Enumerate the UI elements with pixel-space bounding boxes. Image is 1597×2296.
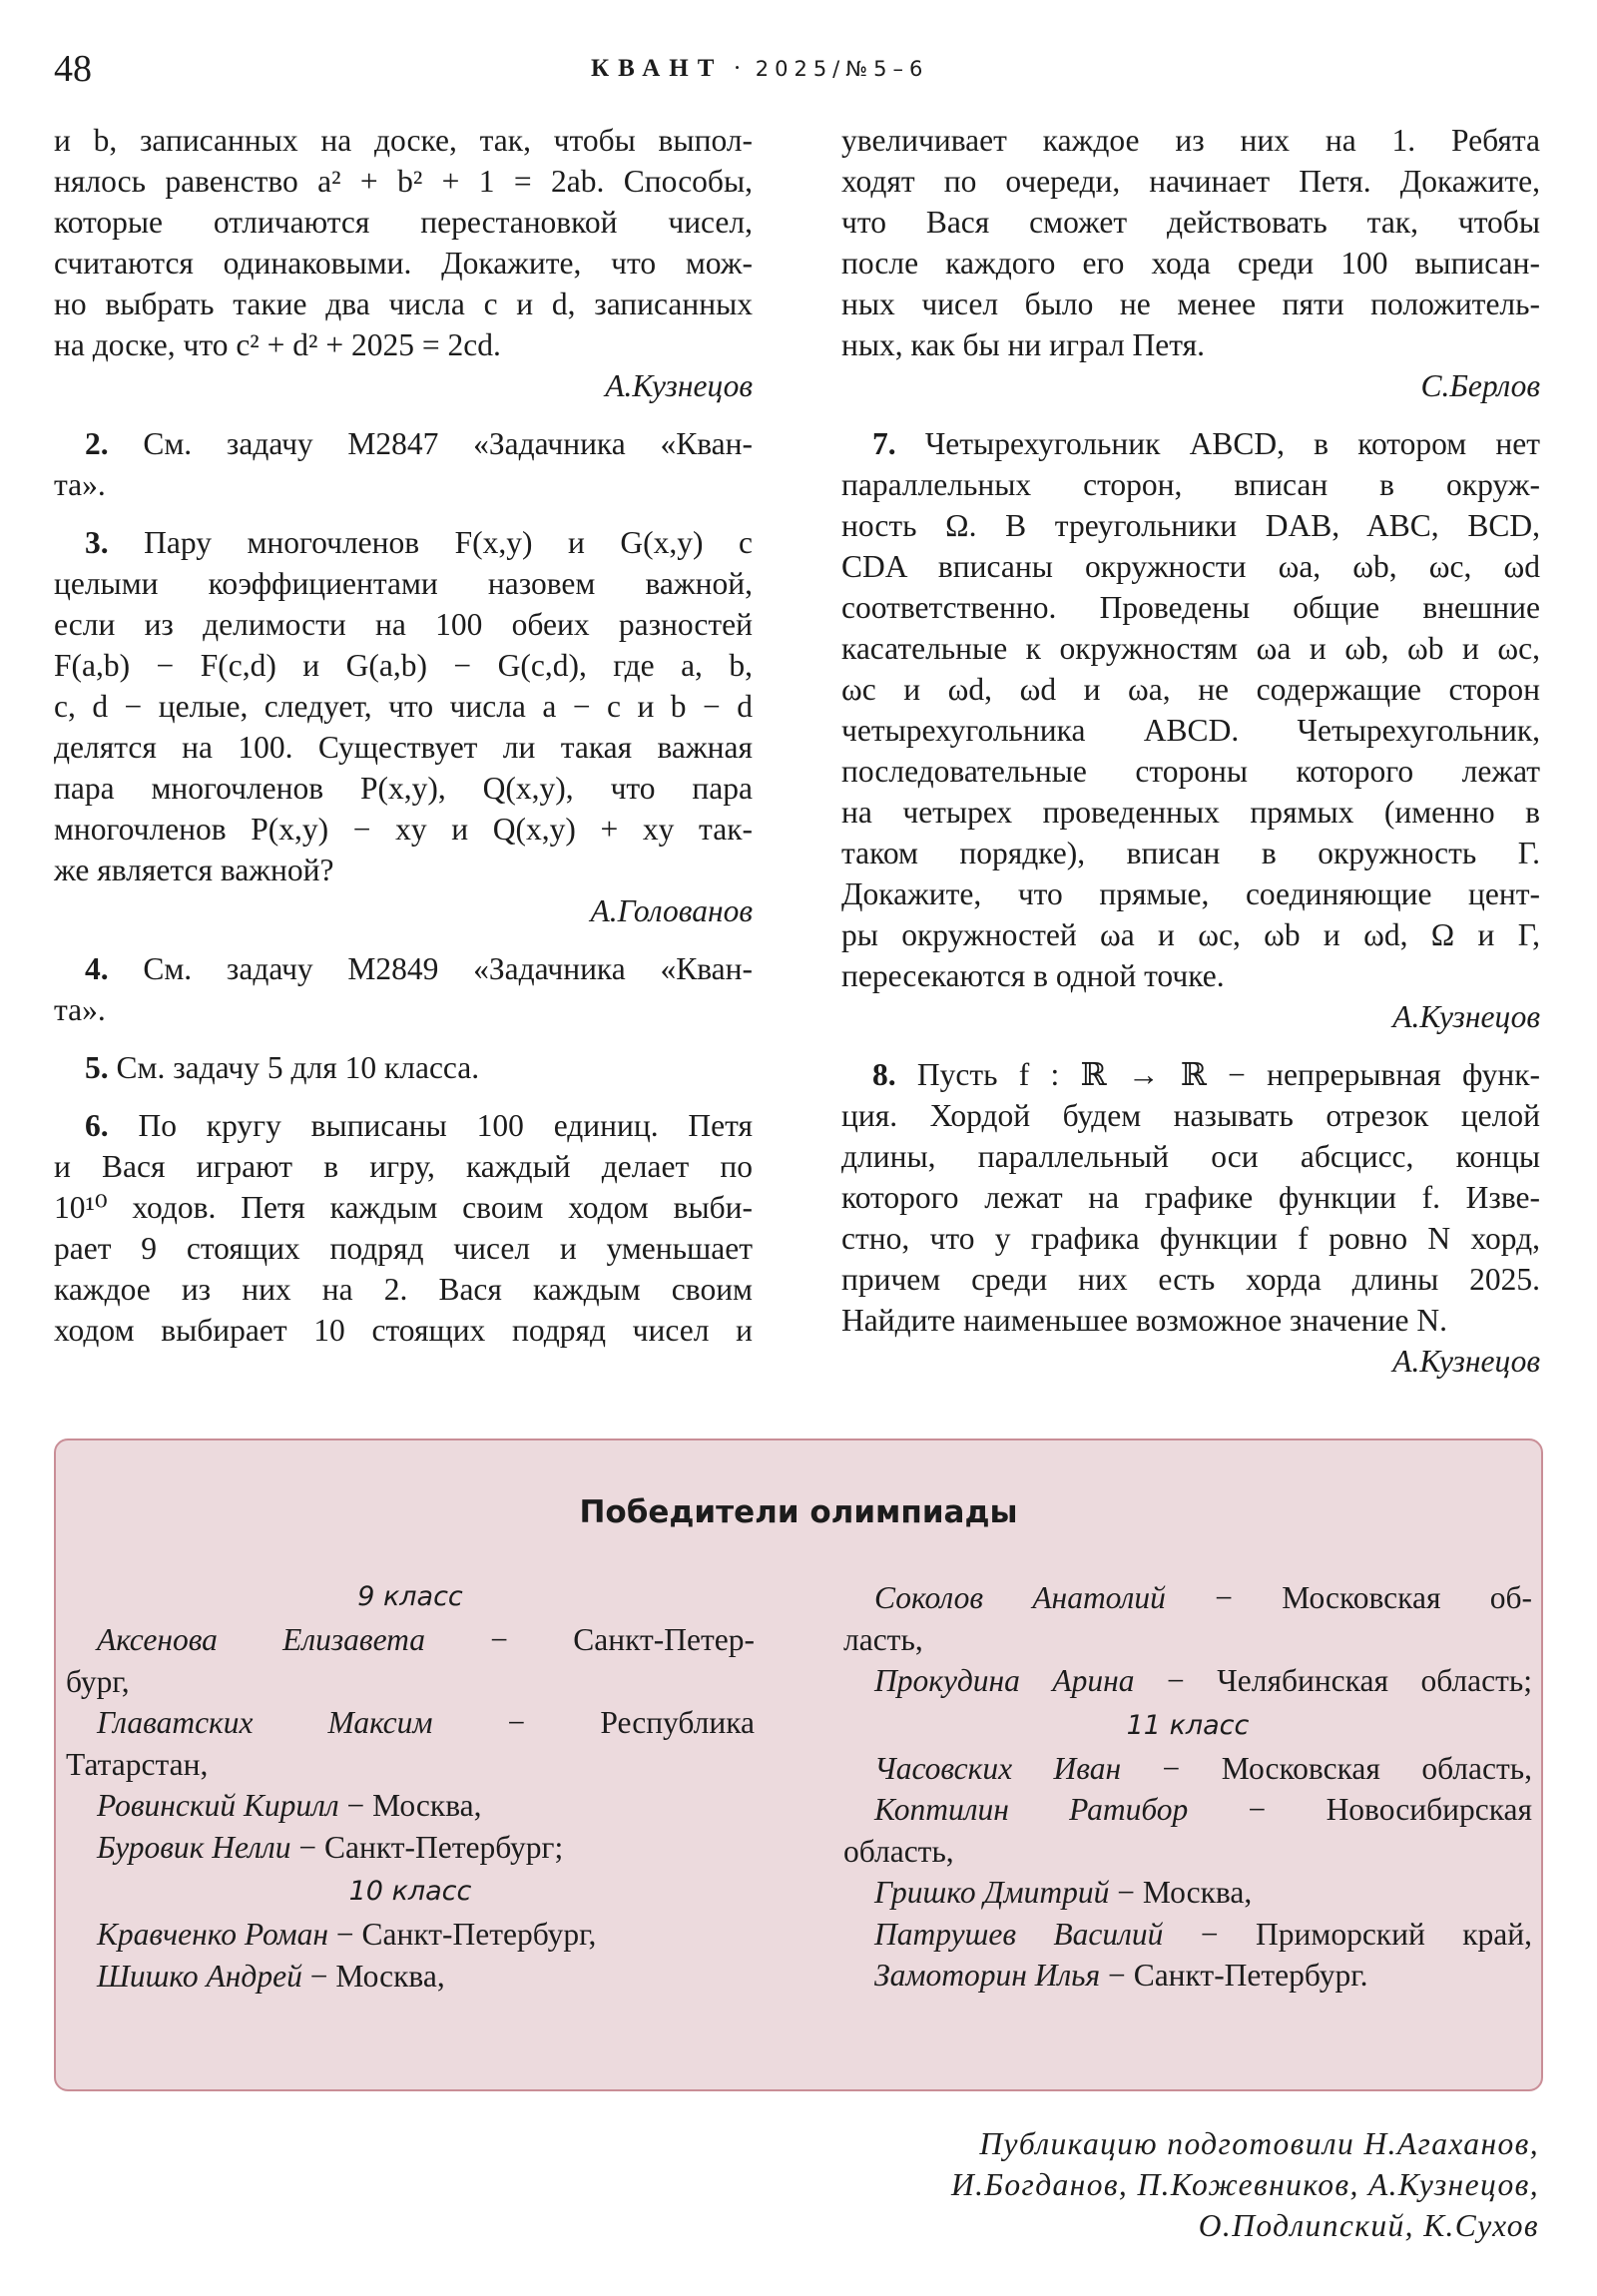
header-separator: · xyxy=(733,55,746,82)
text-line: если из делимости на 100 обеих разностей xyxy=(54,607,753,642)
problem-7 xyxy=(841,423,1540,996)
page-header xyxy=(0,44,1597,94)
grade-heading-9: 9 класс xyxy=(357,1581,463,1612)
text-line: касательные к окружностям ωa и ωb, ωb и ωc, xyxy=(841,631,1540,666)
text-line: но выбрать такие два числа c и d, записанных xyxy=(54,287,753,321)
winner-entry: Часовских Иван − Московская область, xyxy=(874,1750,1532,1786)
problem-number: 5. xyxy=(85,1050,109,1085)
problem-1-continuation xyxy=(54,120,753,365)
text-line: рает 9 стоящих подряд чисел и уменьшает xyxy=(54,1231,753,1266)
problem-number: 6. xyxy=(85,1108,109,1143)
winner-entry: Прокудина Арина − Челябинская область; xyxy=(874,1663,1533,1698)
text-line: параллельных сторон, вписан в окруж- xyxy=(841,467,1540,502)
credits-line: И.Богданов, П.Кожевников, А.Кузнецов, xyxy=(950,2167,1539,2202)
text-line: 8. Пусть f : ℝ → ℝ − непрерывная функ- xyxy=(872,1057,1541,1092)
text-line: каждое из них на 2. Вася каждым своим xyxy=(54,1272,753,1307)
text-line: на доске, что c² + d² + 2025 = 2cd. xyxy=(54,327,501,362)
problem-number: 8. xyxy=(872,1057,896,1092)
text-line: 7. Четырехугольник ABCD, в котором нет xyxy=(872,426,1541,461)
text-line: соответственно. Проведены общие внешние xyxy=(841,590,1540,625)
text-line: ных, как бы ни играл Петя. xyxy=(841,327,1205,362)
text-line: причем среди них есть хорда длины 2025. xyxy=(841,1262,1540,1297)
problem-number: 2. xyxy=(85,426,109,461)
text-line: стно, что у графика функции f ровно N хорд, xyxy=(841,1221,1540,1256)
problem-6 xyxy=(54,1105,753,1351)
text-line: c, d − целые, следует, что числа a − c и b − d xyxy=(54,689,753,724)
grade-heading-11: 11 класс xyxy=(1126,1709,1250,1741)
winner-entry: Кравченко Роман − Санкт-Петербург, xyxy=(97,1917,597,1952)
running-head xyxy=(591,46,928,92)
text-line: которые отличаются перестановкой чисел, xyxy=(54,205,753,240)
text-line: которого лежат на графике функции f. Изве- xyxy=(841,1180,1540,1215)
winners-left-column xyxy=(66,1573,755,1997)
winner-entry-cont: ласть, xyxy=(843,1621,923,1657)
text-line: целыми коэффициентами назовем важной, xyxy=(54,566,753,601)
text-line: считаются одинаковыми. Докажите, что мож- xyxy=(54,246,753,281)
magazine-title: КВАНТ xyxy=(591,55,724,82)
winner-entry-cont: область, xyxy=(843,1833,954,1869)
problem-author: А.Кузнецов xyxy=(605,368,753,403)
text-line: CDA вписаны окружности ωa, ωb, ωc, ωd xyxy=(841,549,1540,584)
text-line: длины, параллельный оси абсцисс, концы xyxy=(841,1139,1540,1174)
winner-entry: Коптилин Ратибор − Новосибирская xyxy=(874,1792,1533,1827)
text-line: последовательные стороны которого лежат xyxy=(841,754,1540,789)
text-line: нялось равенство a² + b² + 1 = 2ab. Способы, xyxy=(54,164,753,199)
winner-entry: Патрушев Василий − Приморский край, xyxy=(874,1916,1533,1952)
text-line: же является важной? xyxy=(54,853,334,887)
problem-author: А.Кузнецов xyxy=(1392,999,1540,1034)
winner-entry: Шишко Андрей − Москва, xyxy=(97,1958,445,1994)
text-line: 3. Пару многочленов F(x,y) и G(x,y) с xyxy=(85,525,754,560)
winner-entry: Главатских Максим − Республика xyxy=(97,1705,756,1740)
text-line: ωc и ωd, ωd и ωa, не содержащие сторон xyxy=(841,672,1540,707)
winner-entry: Замоторин Илья − Санкт-Петербург. xyxy=(874,1958,1368,1993)
text-line: ность Ω. В треугольники DAB, ABC, BCD, xyxy=(841,508,1540,543)
problem-author: С.Берлов xyxy=(1420,368,1540,403)
text-line: та». xyxy=(54,992,106,1027)
winner-entry: Ровинский Кирилл − Москва, xyxy=(97,1788,482,1823)
problem-4 xyxy=(54,948,753,1030)
page-number: 48 xyxy=(54,48,92,90)
problem-number: 4. xyxy=(85,951,109,986)
text-line: пересекаются в одной точке. xyxy=(841,958,1225,993)
text-line: на четырех проведенных прямых (именно в xyxy=(841,795,1540,830)
credits-line: О.Подлипский, К.Сухов xyxy=(1198,2208,1539,2243)
winner-entry: Аксенова Елизавета − Санкт-Петер- xyxy=(97,1622,755,1657)
text-line: и Вася играют в игру, каждый делает по xyxy=(54,1149,753,1184)
text-line: что Вася сможет действовать так, чтобы xyxy=(841,205,1540,240)
text-line: ры окружностей ωa и ωc, ωb и ωd, Ω и Γ, xyxy=(841,917,1540,952)
text-line: ходят по очереди, начинает Петя. Докажите, xyxy=(841,164,1540,199)
text-line: Докажите, что прямые, соединяющие цент- xyxy=(841,876,1540,911)
text-line: 5. См. задачу 5 для 10 класса. xyxy=(85,1050,480,1085)
text-line: таком порядке), вписан в окружность Γ. xyxy=(841,836,1540,870)
winner-entry-cont: Татарстан, xyxy=(66,1746,209,1782)
text-line: ных чисел было не менее пяти положитель- xyxy=(841,287,1540,321)
text-line: делятся на 100. Существует ли такая важная xyxy=(54,730,753,765)
winner-entry: Буровик Нелли − Санкт-Петербург; xyxy=(97,1829,564,1865)
issue-number: 2025/№5–6 xyxy=(755,57,929,81)
problem-author: А.Кузнецов xyxy=(1392,1344,1540,1379)
grade-heading-10: 10 класс xyxy=(348,1876,472,1907)
text-line: пара многочленов P(x,y), Q(x,y), что пара xyxy=(54,771,753,806)
text-line: 10¹⁰ ходов. Петя каждым своим ходом выби- xyxy=(54,1190,753,1225)
text-line: 2. См. задачу М2847 «Задачника «Кван- xyxy=(85,426,754,461)
winner-entry-cont: бург, xyxy=(66,1663,130,1699)
problem-5 xyxy=(54,1047,753,1088)
text-line: ходом выбирает 10 стоящих подряд чисел и xyxy=(54,1313,753,1348)
text-line: F(a,b) − F(c,d) и G(a,b) − G(c,d), где a, b, xyxy=(54,648,753,683)
right-column xyxy=(841,120,1540,1399)
text-line: после каждого его хода среди 100 выписан- xyxy=(841,246,1540,281)
text-line: Найдите наименьшее возможное значение N. xyxy=(841,1303,1447,1338)
problem-number: 3. xyxy=(85,525,109,560)
winners-right-column xyxy=(843,1577,1532,1997)
problem-2 xyxy=(54,423,753,505)
problem-3 xyxy=(54,522,753,890)
text-line: 6. По кругу выписаны 100 единиц. Петя xyxy=(85,1108,753,1143)
text-line: ция. Хордой будем называть отрезок целой xyxy=(841,1098,1540,1133)
winners-box xyxy=(54,1438,1543,2091)
text-line: та». xyxy=(54,467,106,502)
text-line: и b, записанных на доске, так, чтобы выпол- xyxy=(54,123,753,158)
text-line: 4. См. задачу М2849 «Задачника «Кван- xyxy=(85,951,754,986)
winner-entry: Гришко Дмитрий − Москва, xyxy=(874,1875,1253,1910)
left-column xyxy=(54,120,753,1351)
publication-credits xyxy=(951,2123,1539,2246)
credits-line: Публикацию подготовили Н.Агаханов, xyxy=(979,2126,1539,2161)
problem-6-continuation xyxy=(841,120,1540,365)
text-line: четырехугольника ABCD. Четырехугольник, xyxy=(841,713,1540,748)
text-line: увеличивает каждое из них на 1. Ребята xyxy=(841,123,1540,158)
winners-title: Победители олимпиады xyxy=(579,1494,1018,1530)
text-line: многочленов P(x,y) − xy и Q(x,y) + xy так- xyxy=(54,812,753,847)
problem-author: А.Голованов xyxy=(590,893,753,928)
winner-entry: Соколов Анатолий − Московская об- xyxy=(874,1580,1533,1615)
problem-number: 7. xyxy=(872,426,896,461)
problem-8 xyxy=(841,1054,1540,1341)
